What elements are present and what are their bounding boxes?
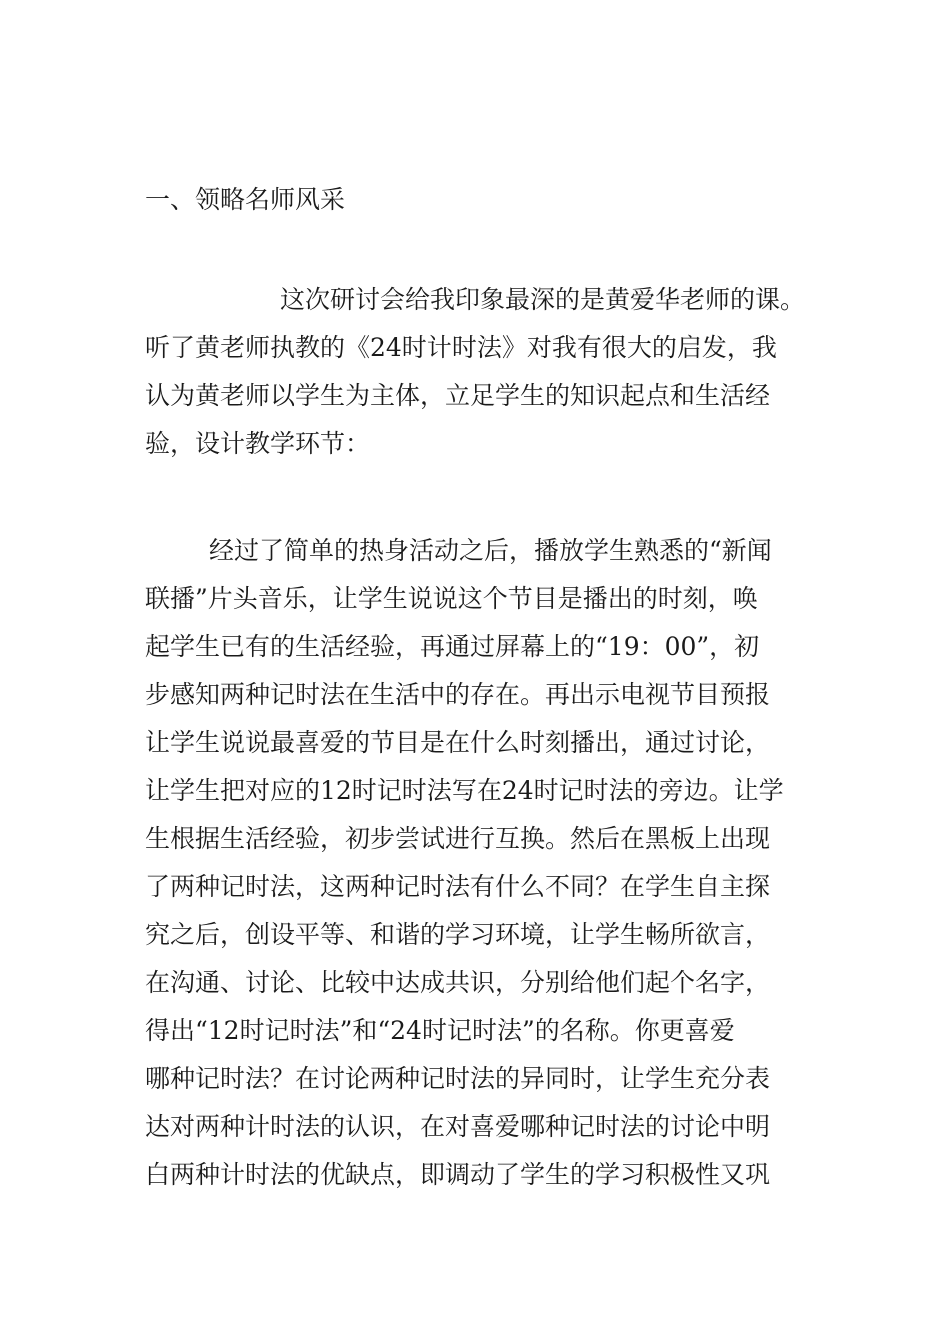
paragraph-line: 得出“12时记时法”和“24时记时法”的名称。你更喜爱 [145,1016,735,1045]
paragraph-1 [145,276,815,468]
paragraph-line: 哪种记时法？在讨论两种记时法的异同时，让学生充分表 [145,1064,771,1093]
paragraph-line: 这次研讨会给我印象最深的是黄爱华老师的课。 [280,285,806,314]
paragraph-line: 白两种计时法的优缺点，即调动了学生的学习积极性又巩 [145,1160,771,1189]
paragraph-line: 了两种记时法，这两种记时法有什么不同？在学生自主探 [145,872,771,901]
paragraph-line: 让学生说说最喜爱的节目是在什么时刻播出，通过讨论， [145,728,771,757]
paragraph-line: 验，设计教学环节： [145,429,371,458]
section-heading: 一、领略名师风采 [145,185,346,214]
paragraph-line: 让学生把对应的12时记时法写在24时记时法的旁边。让学 [145,776,784,805]
paragraph-line: 生根据生活经验，初步尝试进行互换。然后在黑板上出现 [145,824,771,853]
paragraph-line: 步感知两种记时法在生活中的存在。再出示电视节目预报 [145,680,771,709]
paragraph-line: 达对两种计时法的认识，在对喜爱哪种记时法的讨论中明 [145,1112,771,1141]
paragraph-line: 经过了简单的热身活动之后，播放学生熟悉的“新闻 [209,536,772,565]
paragraph-line: 听了黄老师执教的《24时计时法》对我有很大的启发，我 [145,333,777,362]
paragraph-line: 在沟通、讨论、比较中达成共识，分别给他们起个名字， [145,968,771,997]
paragraph-line: 起学生已有的生活经验，再通过屏幕上的“19：00”，初 [145,632,760,661]
paragraph-2 [145,527,815,1199]
paragraph-line: 联播”片头音乐，让学生说说这个节目是播出的时刻，唤 [145,584,758,613]
paragraph-line: 究之后，创设平等、和谐的学习环境，让学生畅所欲言， [145,920,771,949]
paragraph-line: 认为黄老师以学生为主体，立足学生的知识起点和生活经 [145,381,771,410]
